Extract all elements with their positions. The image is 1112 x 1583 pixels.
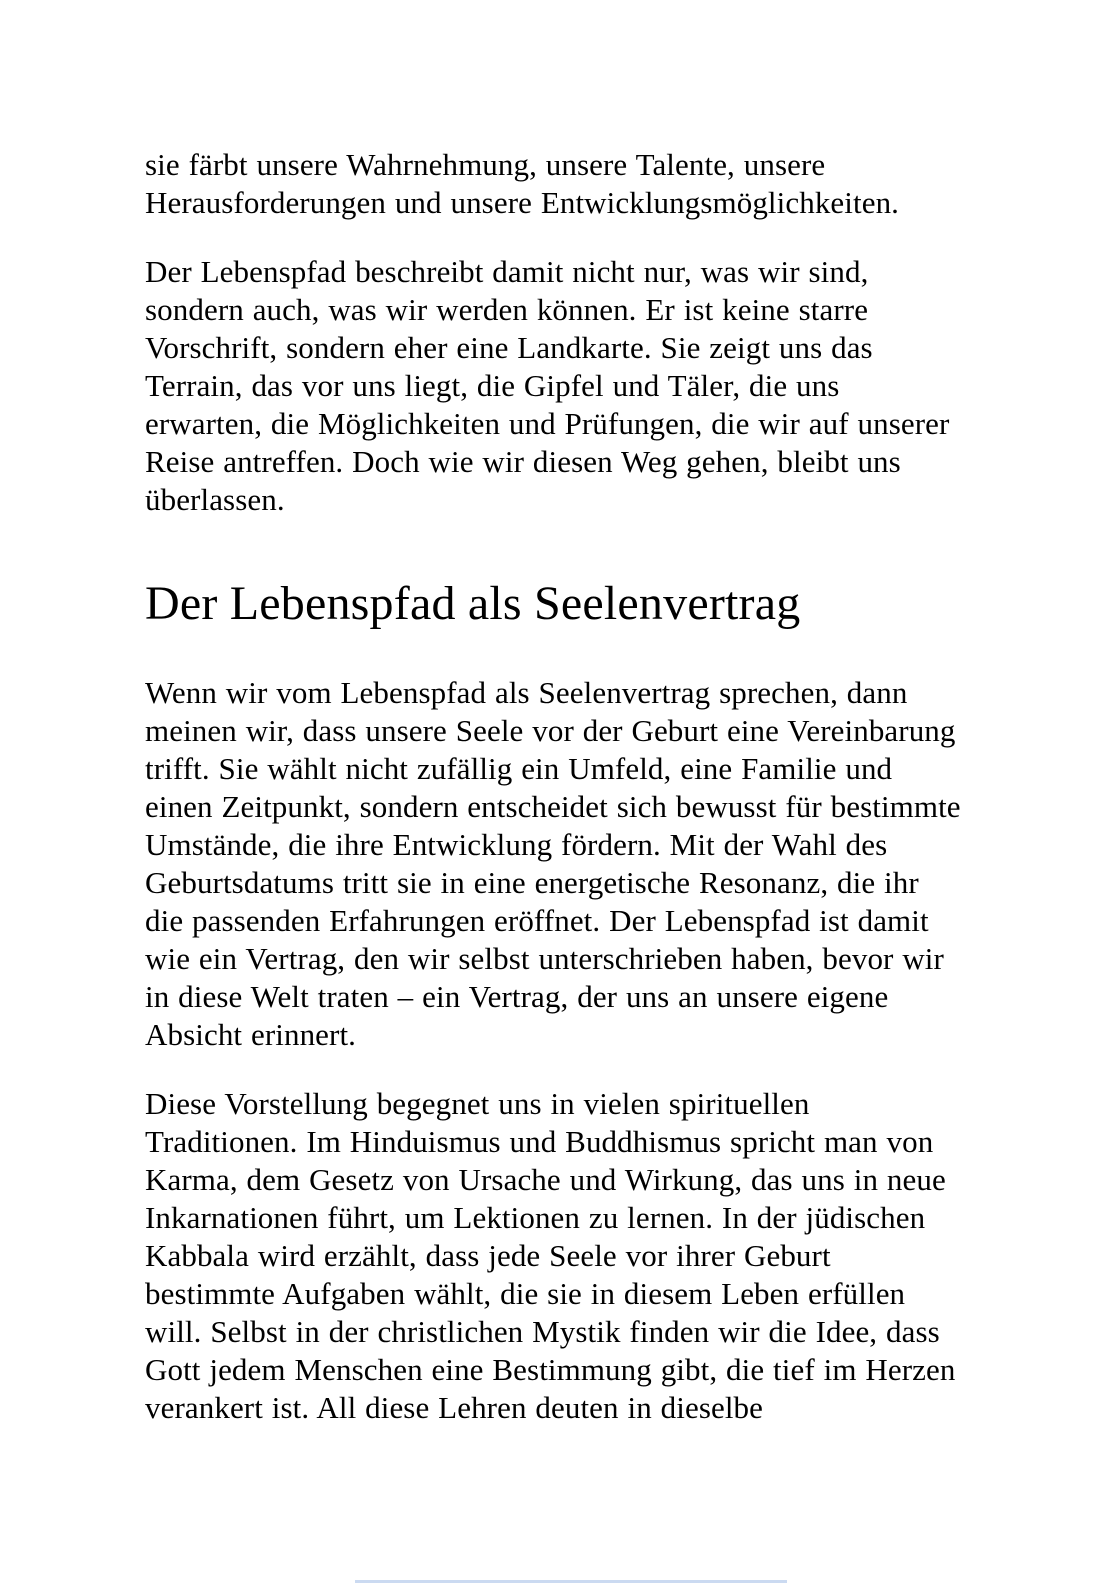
paragraph-body-1: Wenn wir vom Lebenspfad als Seelenvertrag sprechen, dann meinen wir, dass unsere Seele vor der Geburt eine Vereinbarung trifft. Sie wählt nicht zufällig ein Umfeld, eine Familie und einen Zeitpunkt, sondern entscheidet sich bewusst für bestimmte Umstände, die ihre Entwicklung fördern. Mit der Wahl des Geburtsdatums tritt sie in eine energetische Resonanz, die ihr die passenden Erfahrungen eröffnet. Der Lebenspfad ist damit wie ein Vertrag, den wir selbst unterschrieben haben, bevor wir in diese Welt traten – ein Vertrag, der uns an unsere eigene Absicht erinnert.: [145, 675, 961, 1052]
paragraph-intro-2: Der Lebenspfad beschreibt damit nicht nur, was wir sind, sondern auch, was wir werden können. Er ist keine starre Vorschrift, sondern eher eine Landkarte. Sie zeigt uns das Terrain, das vor uns liegt, die Gipfel und Täler, die uns erwarten, die Möglichkeiten und Prüfungen, die wir auf unserer Reise antreffen. Doch wie wir diesen Weg gehen, bleibt uns überlassen.: [145, 254, 950, 517]
document-content: [145, 146, 963, 1458]
paragraph-body-2: Diese Vorstellung begegnet uns in vielen spirituellen Traditionen. Im Hinduismus und Buddhismus spricht man von Karma, dem Gesetz von Ursache und Wirkung, das uns in neue Inkarnationen führt, um Lektionen zu lernen. In der jüdischen Kabbala wird erzählt, dass jede Seele vor ihrer Geburt bestimmte Aufgaben wählt, die sie in diesem Leben erfüllen will. Selbst in der christlichen Mystik finden wir die Idee, dass Gott jedem Menschen eine Bestimmung gibt, die tief im Herzen verankert ist. All diese Lehren deuten in dieselbe: [145, 1086, 956, 1425]
section-heading: Der Lebenspfad als Seelenvertrag: [145, 577, 801, 630]
paragraph-intro-1: sie färbt unsere Wahrnehmung, unsere Talente, unsere Herausforderungen und unsere Entwicklungsmöglichkeiten.: [145, 147, 900, 220]
